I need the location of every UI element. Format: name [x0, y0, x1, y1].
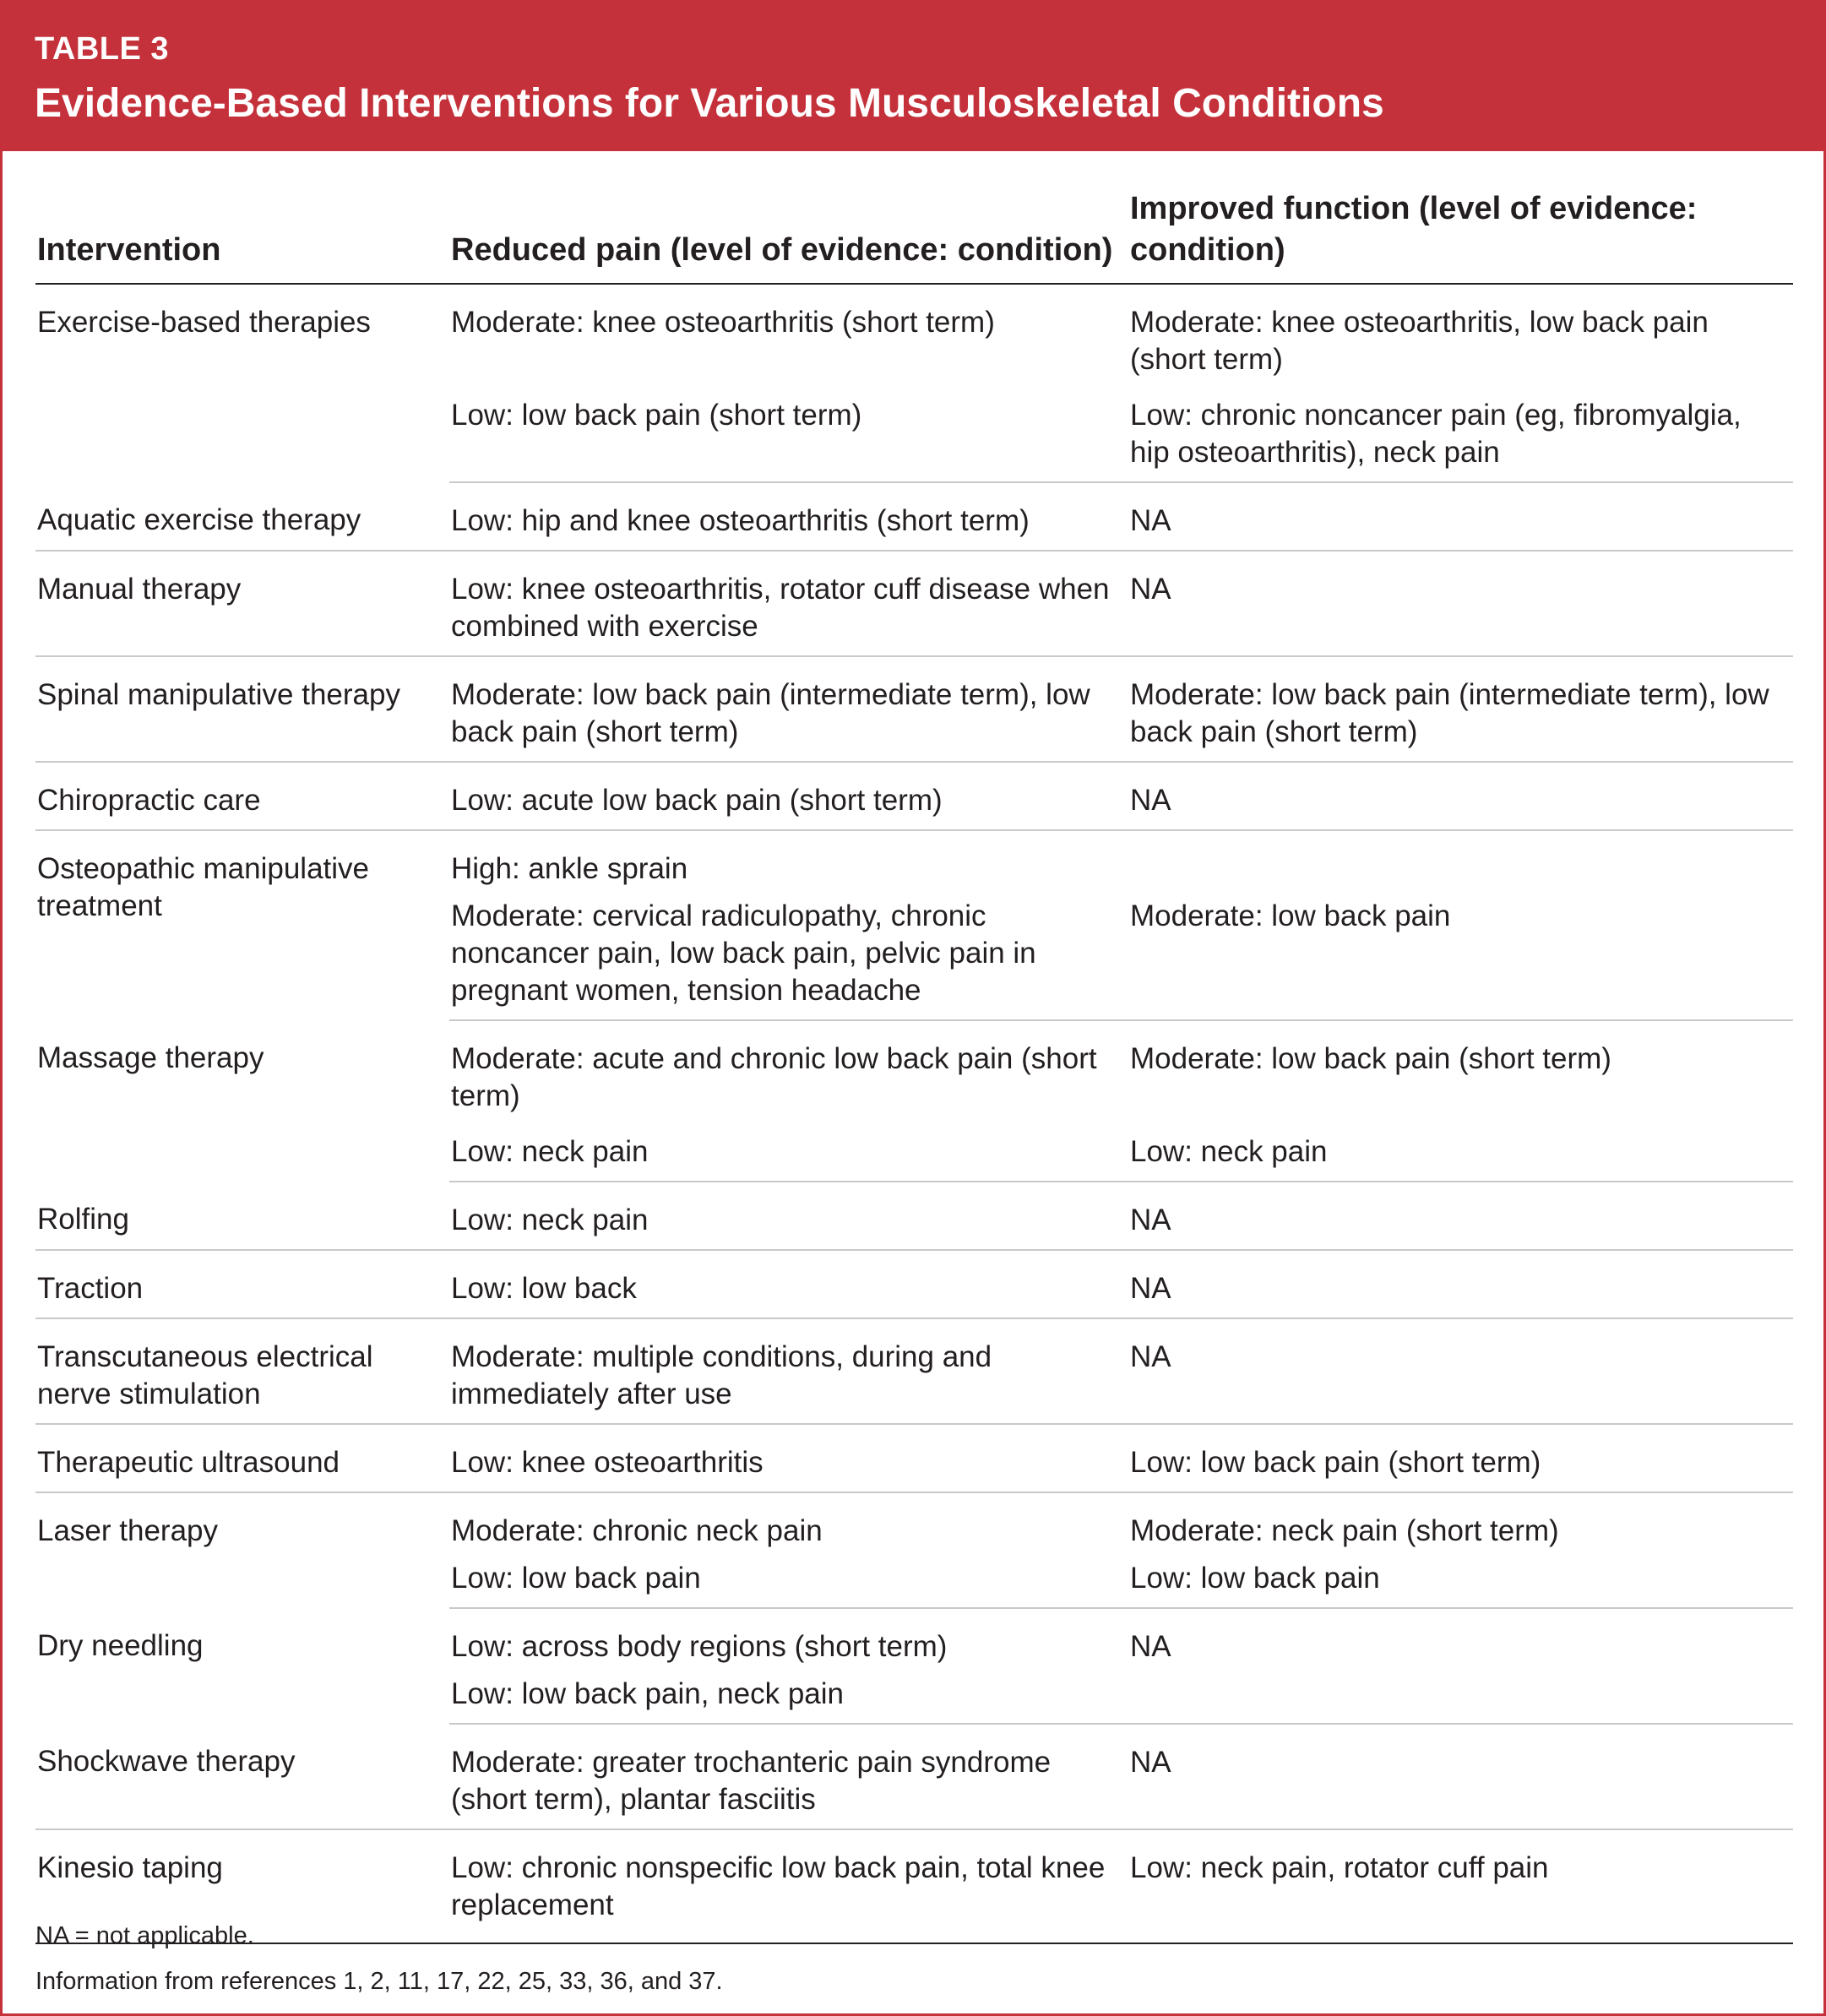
function-cell: Low: low back pain (short term) — [1128, 1424, 1793, 1492]
function-cell: Moderate: neck pain (short term) — [1130, 1514, 1559, 1547]
table-row — [35, 1724, 1793, 1829]
pain-cell: Low: acute low back pain (short term) — [449, 762, 1128, 830]
intervention-cell: Exercise-based therapies — [37, 306, 371, 339]
header-row — [35, 151, 1793, 284]
table-banner — [3, 3, 1823, 151]
function-cell: NA — [1128, 1724, 1793, 1829]
pain-cell: Low: knee osteoarthritis, rotator cuff disease when combined with exercise — [449, 551, 1128, 656]
pain-cell: Moderate: cervical radiculopathy, chronic noncancer pain, low back pain, pelvic pain in pregnant women, tension headache — [449, 898, 1128, 1020]
table-row — [35, 1182, 1793, 1250]
intervention-cell: Rolfing — [35, 1182, 449, 1250]
abbreviation-note: NA = not applicable. — [35, 1922, 254, 1949]
function-cell: NA — [1128, 482, 1793, 551]
pain-cell: Low: low back pain (short term) — [449, 397, 1128, 482]
source-note: Information from references 1, 2, 11, 17, 22, 25, 33, 36, and 37. — [35, 1968, 723, 1995]
table-title: Evidence-Based Interventions for Various Musculoskeletal Conditions — [35, 81, 1384, 126]
column-header-reduced-pain: Reduced pain (level of evidence: condition) — [449, 151, 1128, 284]
column-header-intervention: Intervention — [35, 151, 449, 284]
table-row — [35, 551, 1793, 656]
pain-cell: Low: knee osteoarthritis — [449, 1424, 1128, 1492]
intervention-cell: Kinesio taping — [35, 1829, 449, 1943]
intervention-cell: Spinal manipulative therapy — [35, 656, 449, 762]
intervention-cell: Traction — [35, 1250, 449, 1318]
pain-cell: High: ankle sprain — [451, 852, 688, 885]
pain-cell: Low: neck pain — [449, 1133, 1128, 1182]
intervention-cell: Osteopathic manipulative treatment — [37, 852, 369, 922]
function-cell: Low: chronic noncancer pain (eg, fibromyalgia, hip osteoarthritis), neck pain — [1128, 397, 1793, 482]
pain-cell: Moderate: multiple conditions, during and immediately after use — [449, 1318, 1128, 1424]
pain-cell: Low: across body regions (short term) — [451, 1630, 948, 1663]
intervention-cell: Massage therapy — [37, 1041, 264, 1074]
column-header-improved-function: Improved function (level of evidence: condition) — [1128, 151, 1793, 284]
function-cell: Moderate: low back pain (intermediate term), low back pain (short term) — [1128, 656, 1793, 762]
intervention-cell: Therapeutic ultrasound — [35, 1424, 449, 1492]
function-cell: Low: neck pain, rotator cuff pain — [1128, 1829, 1793, 1943]
function-cell: Moderate: knee osteoarthritis, low back pain (short term) — [1130, 306, 1709, 376]
evidence-table — [35, 151, 1793, 1944]
pain-cell: Low: low back — [449, 1250, 1128, 1318]
pain-cell: Moderate: chronic neck pain — [451, 1514, 823, 1547]
function-cell: NA — [1128, 762, 1793, 830]
intervention-cell: Laser therapy — [37, 1514, 219, 1547]
table-row — [35, 830, 1793, 898]
table-number: TABLE 3 — [35, 31, 170, 67]
table-row — [35, 1318, 1793, 1424]
table-row — [35, 1492, 1793, 1560]
table-row — [35, 1250, 1793, 1318]
table-row — [35, 656, 1793, 762]
table-row — [35, 762, 1793, 830]
pain-cell: Moderate: acute and chronic low back pain (short term) — [451, 1042, 1097, 1112]
function-cell: Low: neck pain — [1128, 1133, 1793, 1182]
table-footnotes — [35, 1913, 1793, 2004]
intervention-cell: Transcutaneous electrical nerve stimulation — [35, 1318, 449, 1424]
pain-cell: Low: low back pain — [449, 1560, 1128, 1608]
function-cell: Low: low back pain — [1128, 1560, 1793, 1608]
function-cell: NA — [1130, 1630, 1171, 1663]
intervention-cell: Manual therapy — [35, 551, 449, 656]
table-content — [35, 151, 1793, 1944]
pain-cell: Moderate: greater trochanteric pain syndrome (short term), plantar fasciitis — [449, 1724, 1128, 1829]
function-cell: Moderate: low back pain (short term) — [1130, 1042, 1611, 1075]
function-cell: NA — [1128, 1318, 1793, 1424]
intervention-cell: Chiropractic care — [35, 762, 449, 830]
pain-cell: Moderate: knee osteoarthritis (short term) — [451, 306, 995, 339]
pain-cell: Moderate: low back pain (intermediate term), low back pain (short term) — [449, 656, 1128, 762]
pain-cell: Low: neck pain — [449, 1182, 1128, 1250]
function-cell — [1128, 830, 1793, 898]
table-row — [35, 1424, 1793, 1492]
table-row — [35, 482, 1793, 551]
function-cell: NA — [1128, 1250, 1793, 1318]
intervention-cell: Dry needling — [37, 1629, 204, 1662]
intervention-cell: Aquatic exercise therapy — [35, 482, 449, 551]
pain-cell: Low: hip and knee osteoarthritis (short term) — [449, 482, 1128, 551]
pain-cell: Low: low back pain, neck pain — [449, 1676, 1128, 1724]
pain-cell: Low: chronic nonspecific low back pain, total knee replacement — [449, 1829, 1128, 1943]
intervention-cell: Shockwave therapy — [35, 1724, 449, 1829]
table-row — [35, 284, 1793, 397]
table-row — [35, 1020, 1793, 1133]
function-cell — [1128, 1676, 1793, 1724]
table-row — [35, 1608, 1793, 1676]
function-cell: NA — [1128, 1182, 1793, 1250]
function-cell: NA — [1128, 551, 1793, 656]
function-cell: Moderate: low back pain — [1128, 898, 1793, 1020]
